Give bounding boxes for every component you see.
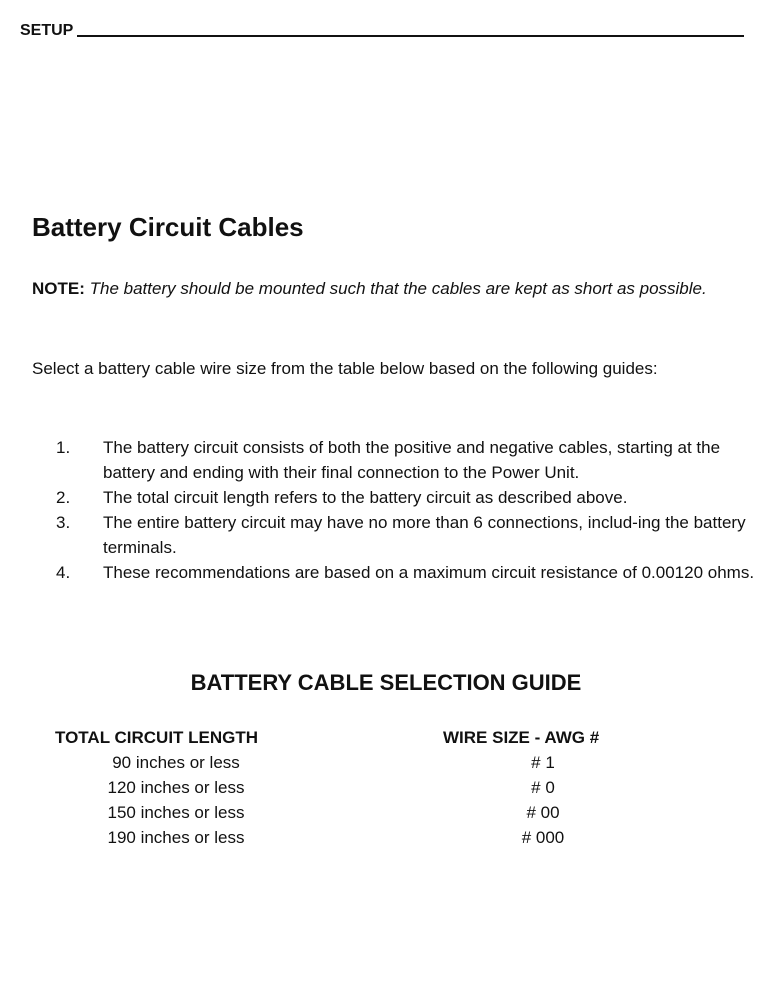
guide-item — [56, 560, 756, 585]
wire-size-column-header: WIRE SIZE - AWG # — [443, 728, 600, 747]
guide-item — [56, 485, 756, 510]
wire-size-cell: # 00 — [526, 803, 560, 822]
note-text: The battery should be mounted such that the cables are kept as short as possible. — [89, 279, 707, 298]
wire-size-column — [443, 725, 643, 850]
guide-text: The battery circuit consists of both the positive and negative cables, starting at the battery and ending with their final connection to the Power Unit. — [103, 438, 721, 482]
length-cell: 90 inches or less — [112, 753, 240, 772]
length-column — [55, 725, 297, 850]
wire-size-cell: # 000 — [521, 828, 565, 847]
guide-number: 4. — [56, 563, 71, 582]
note-paragraph — [32, 276, 752, 301]
section-header — [20, 22, 744, 40]
guides-list — [56, 435, 756, 585]
section-label: SETUP — [20, 22, 74, 39]
note-label: NOTE: — [32, 279, 85, 298]
header-rule — [77, 35, 744, 37]
length-cell: 120 inches or less — [107, 778, 245, 797]
guide-number: 3. — [56, 513, 71, 532]
selection-guide-title: BATTERY CABLE SELECTION GUIDE — [190, 670, 582, 695]
length-cell: 150 inches or less — [107, 803, 245, 822]
guide-item — [56, 510, 756, 560]
guide-number: 1. — [56, 438, 71, 457]
guide-number: 2. — [56, 488, 71, 507]
length-cell: 190 inches or less — [107, 828, 245, 847]
length-column-header: TOTAL CIRCUIT LENGTH — [55, 728, 259, 747]
guide-text: The entire battery circuit may have no more than 6 connections, includ-ing the battery terminals. — [103, 513, 746, 557]
wire-size-cell: # 0 — [531, 778, 555, 797]
page-title: Battery Circuit Cables — [32, 212, 304, 242]
intro-paragraph: Select a battery cable wire size from the table below based on the following guides: — [32, 359, 658, 378]
wire-size-cell: # 1 — [531, 753, 555, 772]
guide-item — [56, 435, 756, 485]
guide-text: These recommendations are based on a maximum circuit resistance of 0.00120 ohms. — [103, 563, 755, 582]
guide-text: The total circuit length refers to the battery circuit as described above. — [103, 488, 628, 507]
